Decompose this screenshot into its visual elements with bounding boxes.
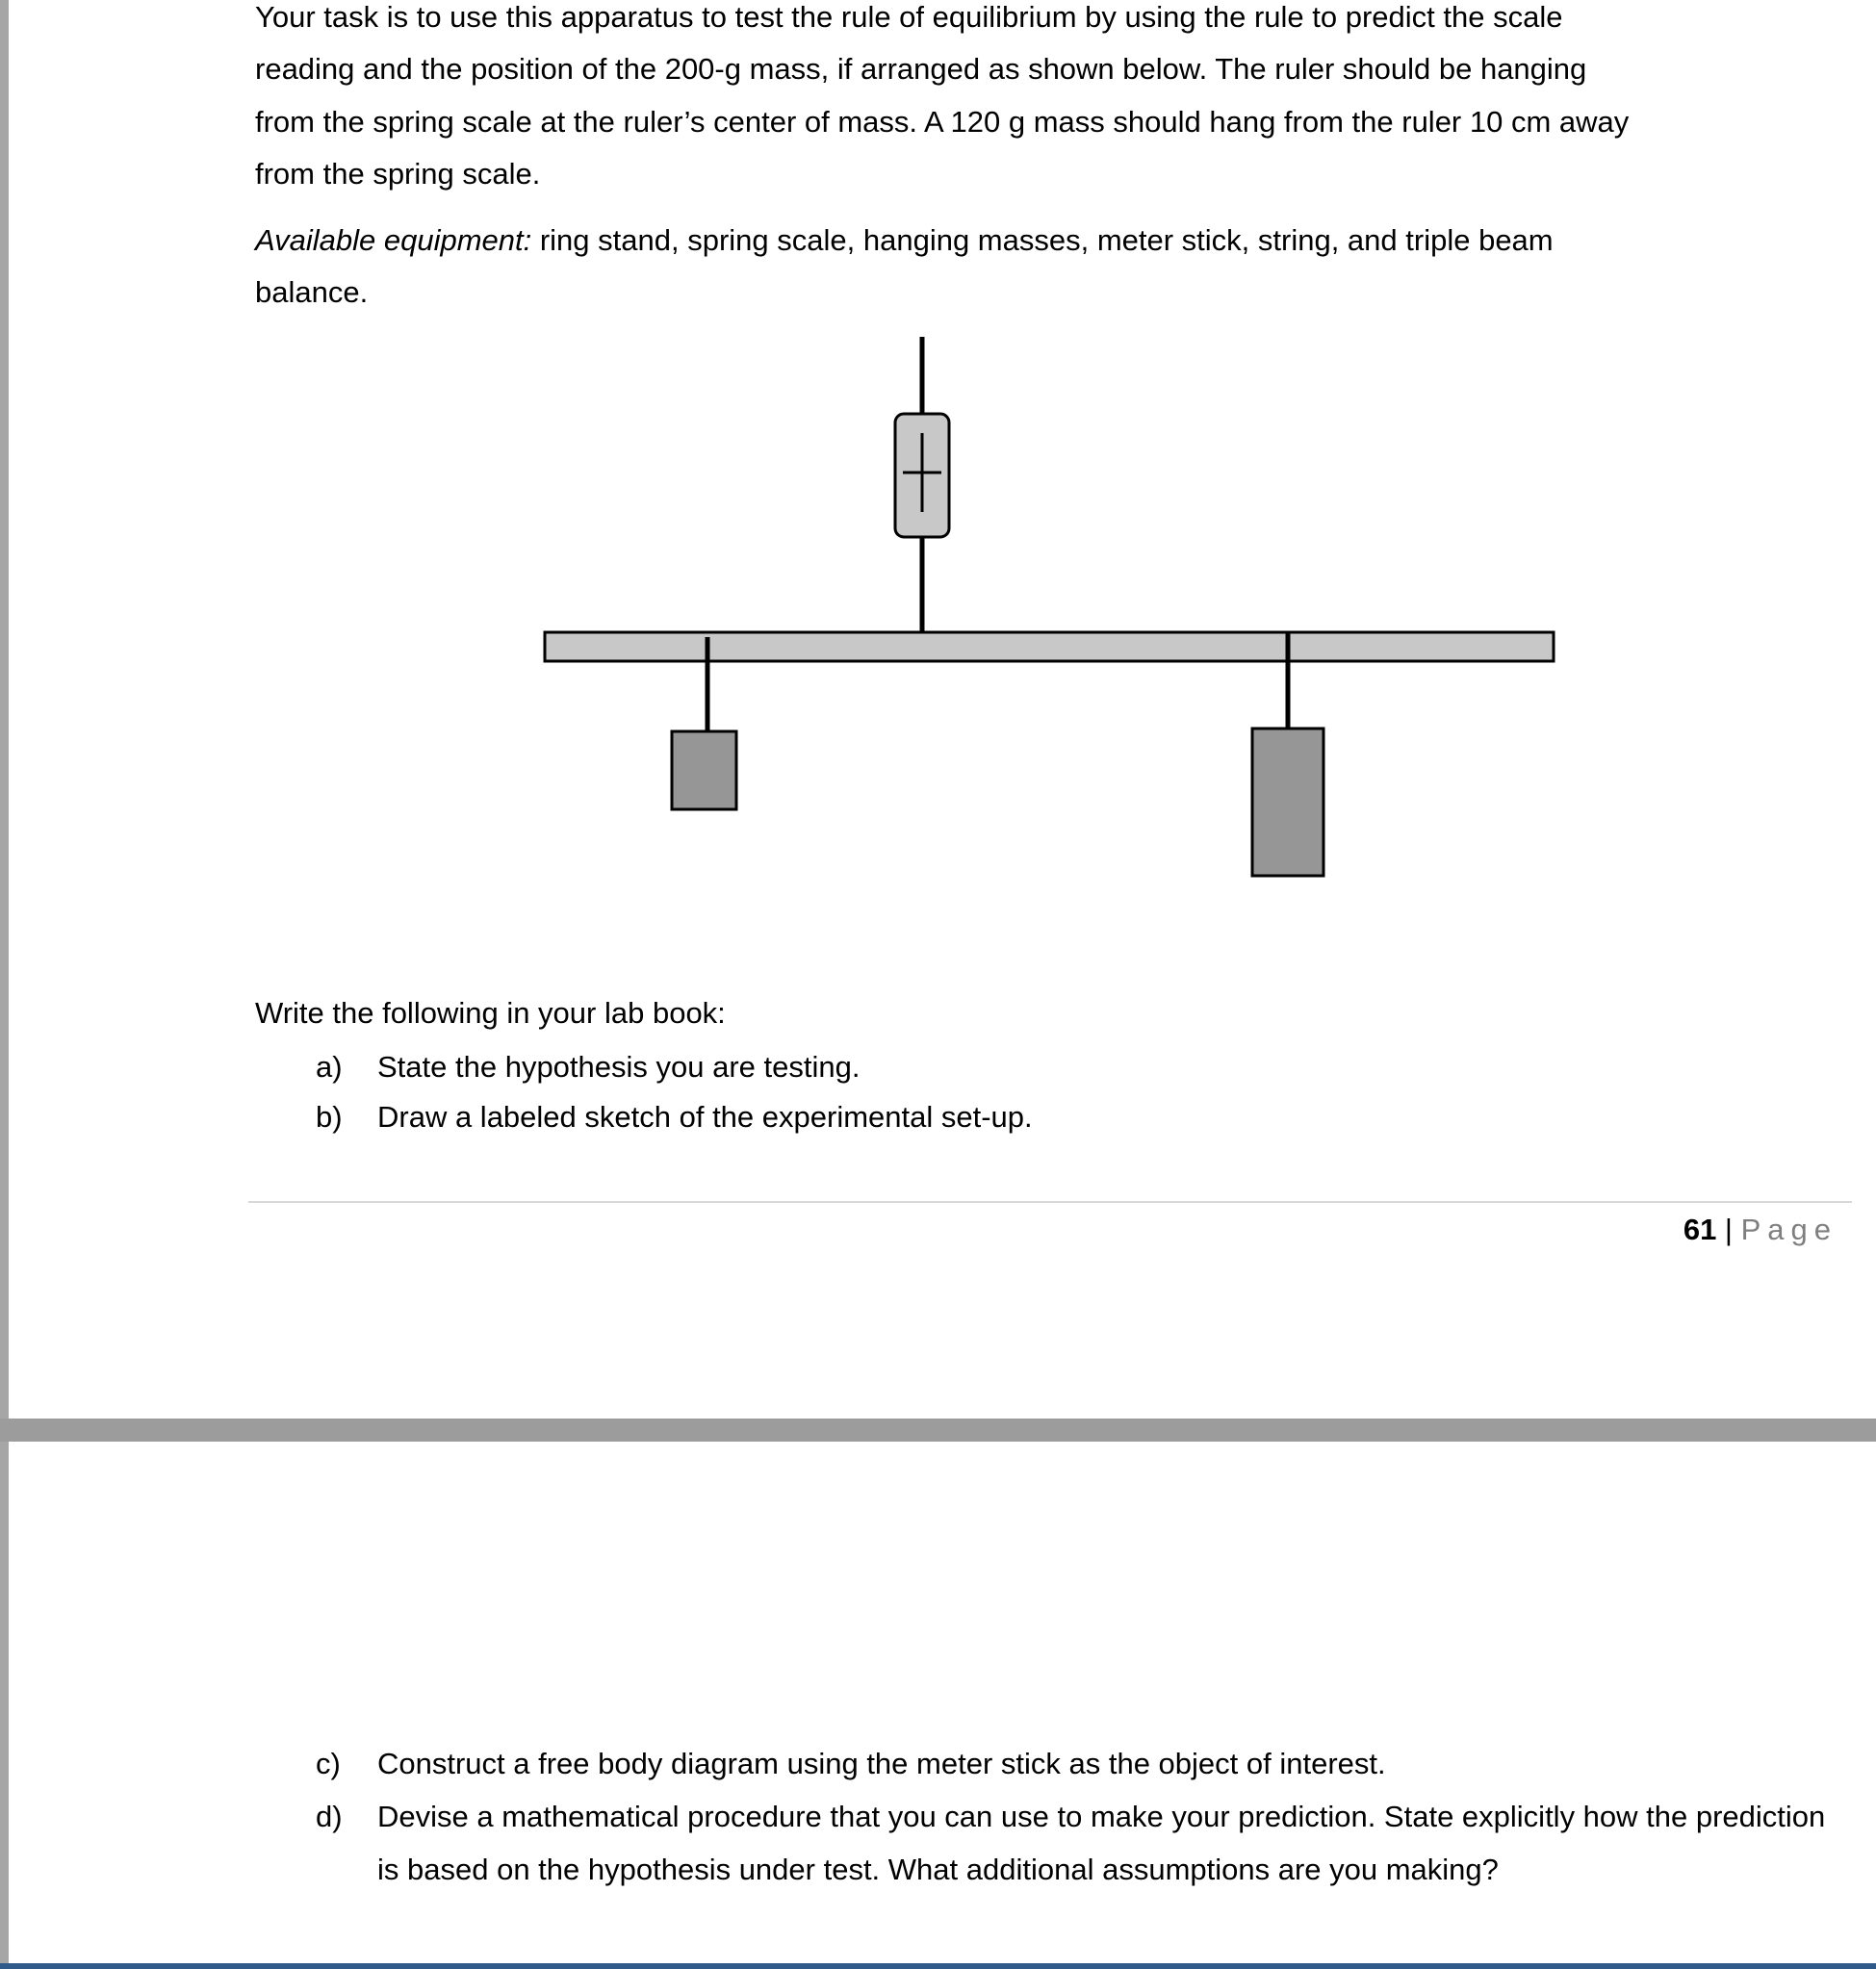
equipment-line-2: balance.: [255, 275, 369, 309]
intro-line-4: from the spring scale.: [255, 157, 541, 191]
page-separator: |: [1716, 1213, 1741, 1246]
page-footer: [1683, 1209, 1837, 1251]
mass-120g: [672, 731, 736, 809]
ruler: [545, 632, 1554, 661]
footer-divider: [248, 1201, 1852, 1203]
list-item-label: b): [316, 1100, 343, 1134]
list-item-text: Draw a labeled sketch of the experimental set-up.: [377, 1100, 1033, 1134]
instructions-lead: Write the following in your lab book:: [255, 996, 726, 1030]
list-item-text: State the hypothesis you are testing.: [377, 1050, 861, 1084]
page-number: 61: [1683, 1213, 1717, 1246]
intro-line-1: Your task is to use this apparatus to test the rule of equilibrium by using the rule to predict the scale: [255, 0, 1563, 34]
equilibrium-apparatus-diagram: [0, 0, 1876, 962]
equipment-label: Available equipment:: [255, 223, 532, 257]
list-item-label: a): [316, 1050, 343, 1084]
page-break-gap: [0, 1419, 1876, 1442]
page-word: Page: [1740, 1213, 1837, 1246]
list-item-label: c): [316, 1747, 341, 1780]
mass-200g: [1252, 729, 1323, 876]
list-item-text: Construct a free body diagram using the meter stick as the object of interest.: [377, 1747, 1386, 1780]
intro-line-2: reading and the position of the 200-g mass, if arranged as shown below. The ruler should be hanging: [255, 52, 1587, 86]
list-item-text: Devise a mathematical procedure that you can use to make your prediction. State explicitly how the prediction is based on the hypothesis under test. What additional assumptions are you making?: [377, 1800, 1826, 1886]
window-bottom-edge: [0, 1963, 1876, 1969]
intro-line-3: from the spring scale at the ruler’s center of mass. A 120 g mass should hang from the ruler 10 cm away: [255, 105, 1630, 139]
list-item-label: d): [316, 1800, 343, 1833]
equipment-list: ring stand, spring scale, hanging masses, meter stick, string, and triple beam: [531, 223, 1554, 257]
